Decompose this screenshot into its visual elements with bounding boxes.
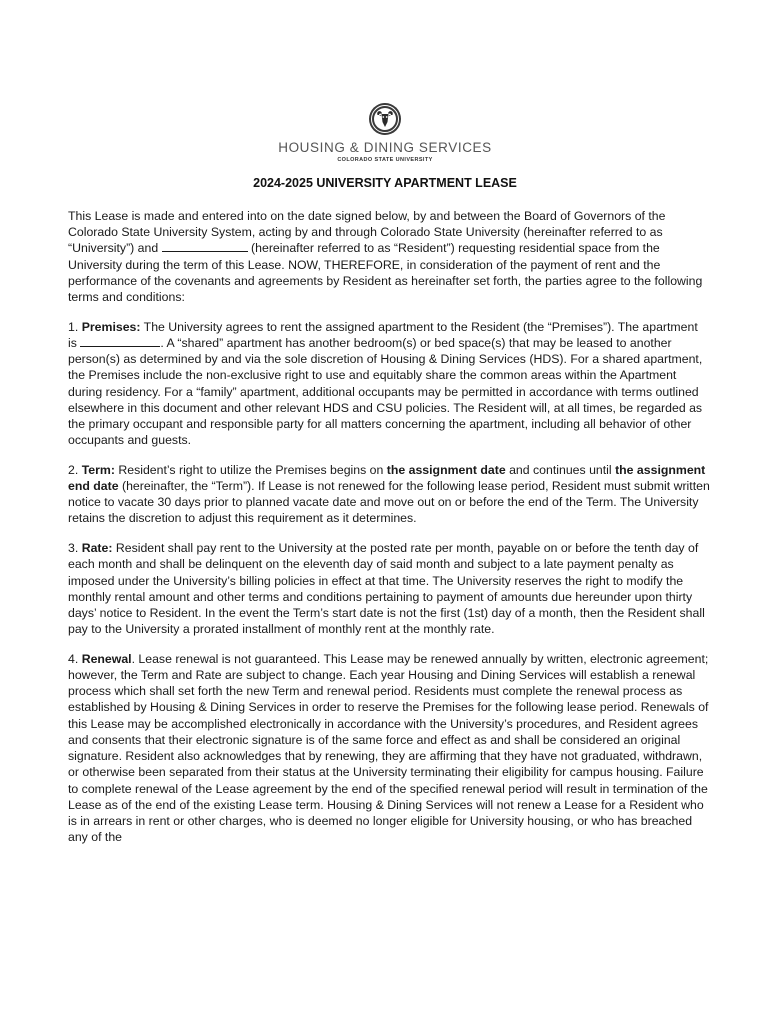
resident-name-blank xyxy=(162,240,248,252)
rate-text: Resident shall pay rent to the University at the posted rate per month, payable on or before the tenth day of each month and shall be delinquent on the eleventh day of said month and subject to a late payment penalty as imposed under the University’s billing policies in effect at that time. The University reserves the right to modify the monthly rental amount and other terms and conditions pertaining to payment of amounts due hereunder upon thirty days’ notice to Resident. In the event the Term’s start date is not the first (1st) day of a month, then the Resident shall pay to the University a prorated installment of monthly rent at the monthly rate. xyxy=(68,541,705,637)
rate-number: 3. xyxy=(68,541,82,556)
premises-text-a: The University agrees to rent the assigned apartment to the Resident (the “Premises”). The apartment is xyxy=(68,319,698,350)
document-title: 2024-2025 UNIVERSITY APARTMENT LEASE xyxy=(253,176,517,190)
section-renewal xyxy=(68,651,710,845)
apartment-type-blank xyxy=(80,335,160,347)
premises-number: 1. xyxy=(68,319,82,334)
term-text-a: Resident’s right to utilize the Premises begins on xyxy=(114,462,387,477)
ram-seal-icon xyxy=(368,102,402,136)
renewal-text: . Lease renewal is not guaranteed. This Lease may be renewed annually by written, electronic agreement; however, the Term and Rate are subject to change. Each year Housing and Dining Services will establish a renewal process which shall set forth the new Term and renewal period. Residents must complete the renewal process as established by Housing & Dining Services in order to reserve the Premises for the following lease period. Renewals of this Lease may be accomplished electronically in accordance with the University’s procedures, and Resident agrees and consents that their electronic signature is of the same force and effect as and shall be considered an original signature. Resident also acknowledges that by renewing, they are affirming that they have not graduated, withdrawn, or otherwise been separated from their status at the University terminating their eligibility for campus housing. Failure to complete renewal of the Lease agreement by the end of the specified renewal period will result in termination of the Lease as of the end of the existing Lease term. Housing & Dining Services will not renew a Lease for a Resident who is in arrears in rent or other charges, who is deemed no longer eligible for University housing, or who has breached any of the xyxy=(68,651,709,845)
term-text-c: (hereinafter, the “Term”). If Lease is not renewed for the following lease period, Resident must submit written notice to vacate 30 days prior to planned vacate date and move out on or before the end of the Term. The University retains the discretion to adjust this requirement as it determines. xyxy=(68,479,710,526)
section-rate xyxy=(68,540,710,637)
section-premises xyxy=(68,319,710,449)
rate-heading: Rate: xyxy=(81,541,113,556)
term-end-bold: the assignment end date xyxy=(68,462,706,494)
renewal-number: 4. xyxy=(68,651,82,666)
term-number: 2. xyxy=(68,462,82,477)
premises-text-b: . A “shared” apartment has another bedroom(s) or bed space(s) that may be leased to another person(s) as determined by and via the sole discretion of Housing & Dining Services (HDS). For a shared apartment, the Premises include the non-exclusive right to use and equitably share the common areas within the Apartment during residency. For a “family” apartment, additional occupants may be permitted in accordance with terms outlined elsewhere in this document and other relevant HDS and CSU policies. The Resident will, at all times, be regarded as the primary occupant and responsible party for all matters concerning the apartment, including all behavior of other occupants and guests. xyxy=(68,335,703,448)
intro-paragraph xyxy=(68,208,710,305)
renewal-heading: Renewal xyxy=(81,651,132,666)
term-text-b: and continues until xyxy=(505,462,616,477)
term-start-bold: the assignment date xyxy=(386,462,506,477)
intro-text-b: (hereinafter referred to as “Resident”) requesting residential space from the University during the term of this Lease. NOW, THEREFORE, in consideration of the payment of rent and the performance of the covenants and agreements by Resident as hereinafter set forth, the parties agree to the following terms and conditions: xyxy=(68,241,703,305)
logo-org-name: HOUSING & DINING SERVICES xyxy=(278,140,492,155)
section-term xyxy=(68,462,710,527)
intro-text-a: This Lease is made and entered into on the date signed below, by and between the Board of Governors of the Colorado State University System, acting by and through Colorado State University (hereinafter referred to as “University”) and xyxy=(68,209,666,256)
logo-university-name: COLORADO STATE UNIVERSITY xyxy=(337,157,433,163)
premises-heading: Premises: xyxy=(81,319,141,334)
hds-logo xyxy=(0,102,770,163)
lease-body xyxy=(68,208,710,859)
term-heading: Term: xyxy=(81,462,115,477)
